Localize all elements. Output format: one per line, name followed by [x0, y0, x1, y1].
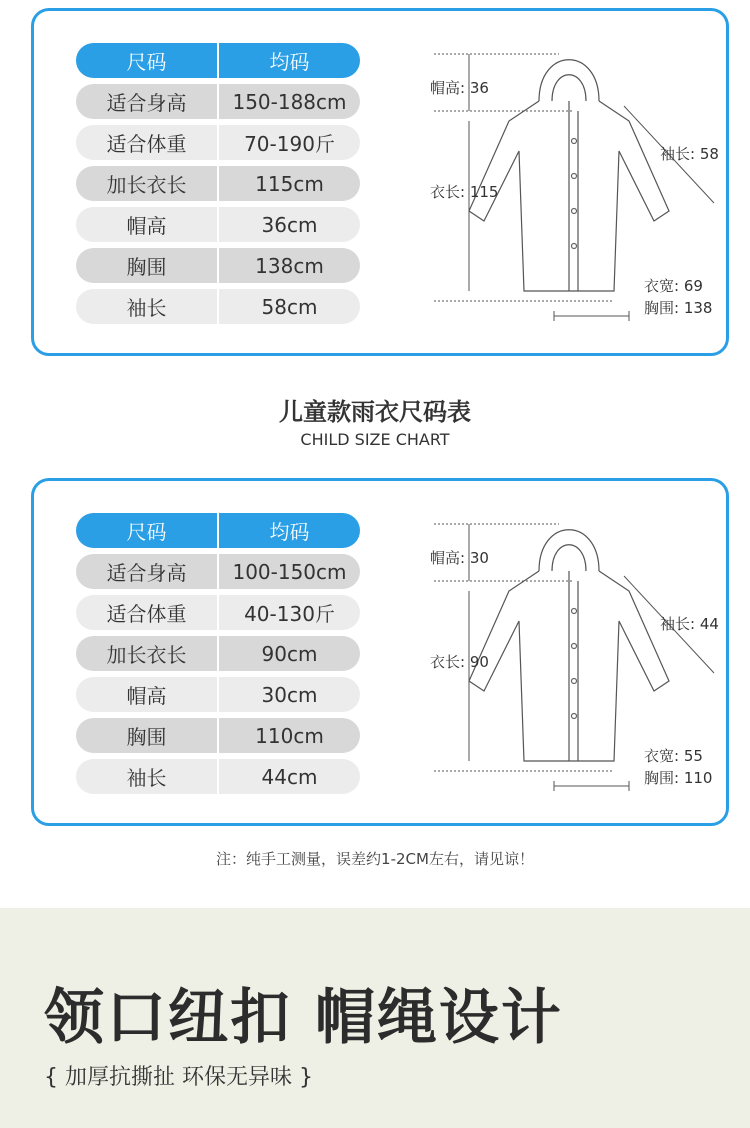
header-size-label: 尺码 — [76, 513, 219, 548]
row-value: 58cm — [261, 294, 318, 319]
row-value: 44cm — [261, 764, 318, 789]
child-chart-subtitle: CHILD SIZE CHART — [300, 430, 450, 449]
hood-height-label: 帽高: 36 — [430, 79, 489, 97]
table-header-row — [76, 43, 360, 78]
row-value: 100-150cm — [232, 559, 347, 584]
table-row — [76, 125, 360, 160]
row-value: 30cm — [261, 682, 318, 707]
header-size-label: 尺码 — [76, 43, 219, 78]
measurement-note: 注：纯手工测量，误差约1-2CM左右，请见谅！ — [216, 850, 534, 868]
coat-width-label: 衣宽: 69 — [644, 277, 703, 295]
row-label: 适合体重 — [76, 125, 219, 160]
row-label: 胸围 — [76, 248, 219, 283]
row-label: 袖长 — [76, 759, 219, 794]
table-row — [76, 248, 360, 283]
coat-length-label: 衣长: 90 — [430, 653, 489, 671]
hood-height-label: 帽高: 30 — [430, 549, 489, 567]
row-value: 115cm — [255, 171, 324, 196]
table-header-row — [76, 513, 360, 548]
row-label: 加长衣长 — [76, 166, 219, 201]
row-label: 适合体重 — [76, 595, 219, 630]
child-size-table — [76, 513, 360, 800]
adult-size-card — [31, 8, 729, 356]
row-label: 帽高 — [76, 677, 219, 712]
adult-raincoat-diagram — [374, 21, 724, 341]
row-label: 帽高 — [76, 207, 219, 242]
row-label: 适合身高 — [76, 84, 219, 119]
table-row — [76, 595, 360, 630]
child-chart-title: 儿童款雨衣尺码表 — [279, 398, 471, 426]
chest-label: 胸围: 138 — [644, 299, 713, 317]
row-value: 40-130斤 — [244, 602, 335, 626]
child-raincoat-diagram — [374, 491, 724, 811]
feature-banner — [0, 908, 750, 1128]
table-row — [76, 718, 360, 753]
sleeve-length-label: 袖长: 58 — [660, 145, 719, 163]
row-value: 90cm — [261, 641, 318, 666]
table-row — [76, 289, 360, 324]
coat-width-label: 衣宽: 55 — [644, 747, 703, 765]
row-value: 70-190斤 — [244, 132, 335, 156]
table-row — [76, 677, 360, 712]
row-label: 加长衣长 — [76, 636, 219, 671]
header-size-value: 均码 — [269, 520, 310, 544]
table-row — [76, 84, 360, 119]
coat-length-label: 衣长: 115 — [430, 183, 499, 201]
table-row — [76, 759, 360, 794]
chest-label: 胸围: 110 — [644, 769, 713, 787]
row-value: 150-188cm — [232, 89, 347, 114]
header-size-value: 均码 — [269, 50, 310, 74]
row-label: 袖长 — [76, 289, 219, 324]
row-label: 适合身高 — [76, 554, 219, 589]
adult-size-table — [76, 43, 360, 330]
sleeve-length-label: 袖长: 44 — [660, 615, 719, 633]
table-row — [76, 636, 360, 671]
row-label: 胸围 — [76, 718, 219, 753]
table-row — [76, 166, 360, 201]
table-row — [76, 554, 360, 589]
feature-subline: { 加厚抗撕扯 环保无异味 } — [44, 1065, 313, 1090]
table-row — [76, 207, 360, 242]
row-value: 36cm — [261, 212, 318, 237]
child-size-card — [31, 478, 729, 826]
row-value: 110cm — [255, 723, 324, 748]
row-value: 138cm — [255, 253, 324, 278]
feature-headline: 领口纽扣 帽绳设计 — [44, 983, 563, 1053]
